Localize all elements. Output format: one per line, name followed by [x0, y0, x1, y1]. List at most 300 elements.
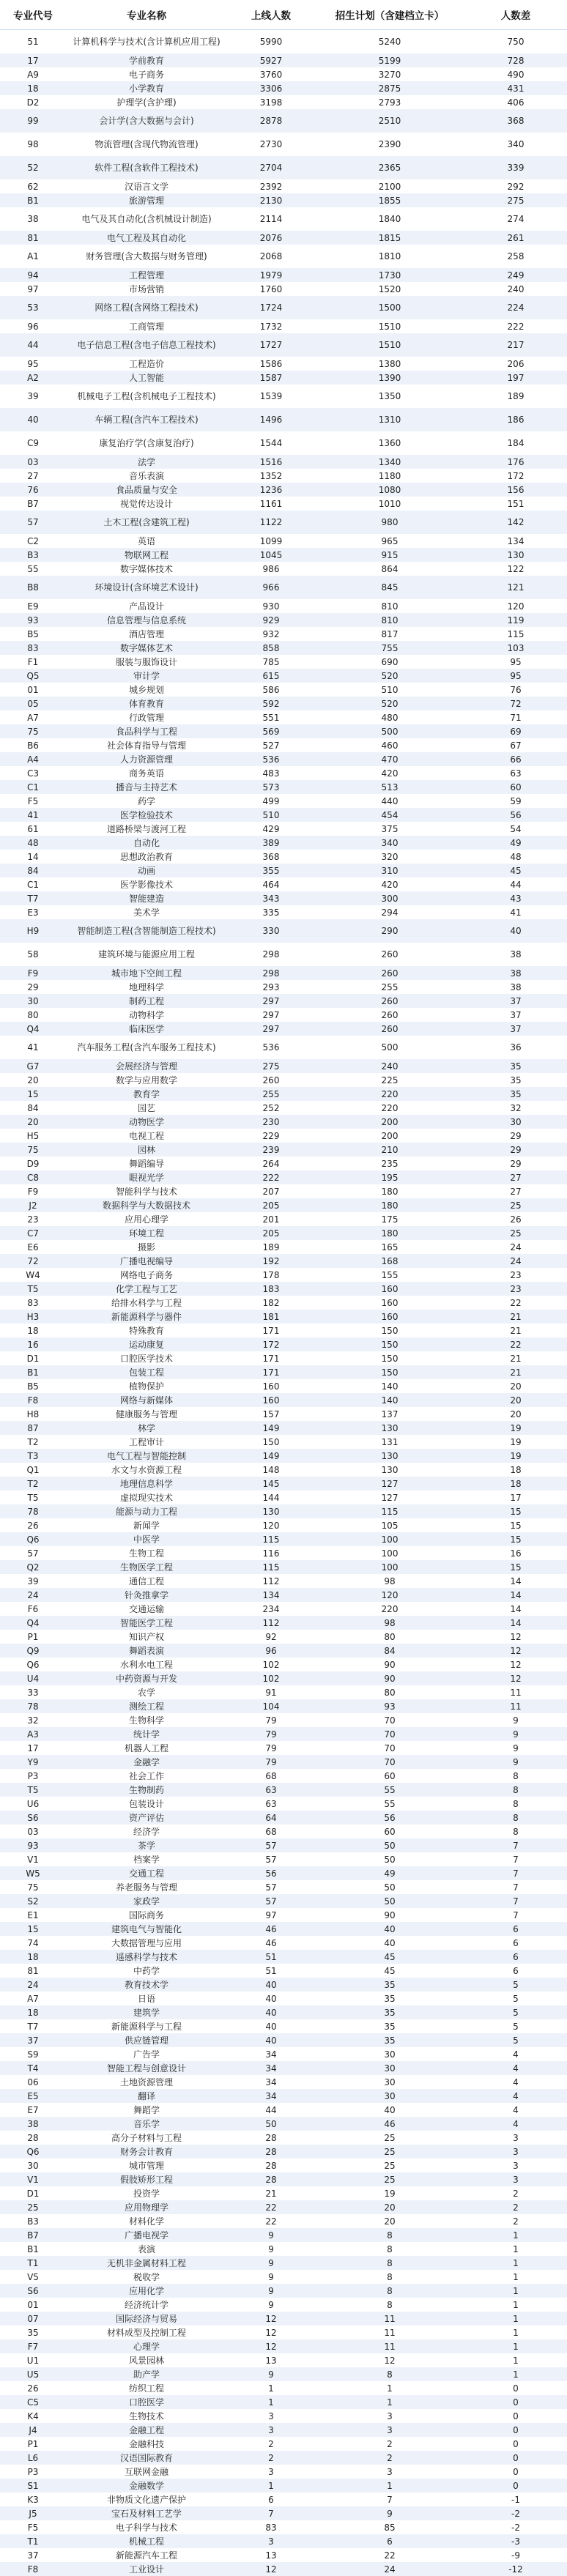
- cell-enrollment-plan: 25: [315, 2131, 464, 2145]
- cell-enrollment-plan: 50: [315, 1880, 464, 1894]
- cell-major-name: 表演: [66, 2242, 227, 2256]
- table-row: [0, 511, 567, 534]
- cell-major-name: 园林: [66, 1143, 227, 1157]
- cell-major-code: 03: [0, 455, 66, 469]
- cell-enrollment-plan: 11: [315, 2326, 464, 2339]
- cell-qualified-count: 9: [227, 2242, 315, 2256]
- cell-major-code: T3: [0, 1449, 66, 1463]
- cell-enrollment-plan: 60: [315, 1825, 464, 1838]
- cell-major-name: 学前教育: [66, 53, 227, 67]
- cell-enrollment-plan: 2365: [315, 156, 464, 179]
- cell-major-name: 税收学: [66, 2270, 227, 2284]
- cell-qualified-count: 116: [227, 1546, 315, 1560]
- cell-major-name: 地理科学: [66, 980, 227, 994]
- cell-qualified-count: 9: [227, 2298, 315, 2312]
- cell-enrollment-plan: 440: [315, 794, 464, 808]
- cell-major-name: 应用化学: [66, 2284, 227, 2298]
- cell-difference: 23: [464, 1268, 567, 1282]
- table-row: [0, 109, 567, 133]
- cell-enrollment-plan: 8: [315, 2256, 464, 2270]
- cell-major-name: 舞蹈表演: [66, 1644, 227, 1658]
- cell-enrollment-plan: 100: [315, 1560, 464, 1574]
- cell-enrollment-plan: 168: [315, 1254, 464, 1268]
- cell-major-name: 茶学: [66, 1838, 227, 1852]
- cell-enrollment-plan: 35: [315, 1978, 464, 1992]
- cell-enrollment-plan: 35: [315, 2033, 464, 2047]
- cell-enrollment-plan: 180: [315, 1198, 464, 1212]
- cell-difference: 35: [464, 1087, 567, 1101]
- cell-difference: 45: [464, 864, 567, 877]
- cell-major-name: 生物科学: [66, 1713, 227, 1727]
- cell-difference: 103: [464, 641, 567, 655]
- table-row: [0, 2562, 567, 2576]
- table-row: [0, 296, 567, 319]
- table-row: [0, 2033, 567, 2047]
- cell-enrollment-plan: 50: [315, 1894, 464, 1908]
- cell-major-name: 思想政治教育: [66, 850, 227, 864]
- cell-enrollment-plan: 90: [315, 1908, 464, 1922]
- cell-enrollment-plan: 980: [315, 511, 464, 534]
- table-row: [0, 655, 567, 669]
- cell-major-name: 审计学: [66, 669, 227, 683]
- cell-major-name: 能源与动力工程: [66, 1504, 227, 1518]
- cell-enrollment-plan: 127: [315, 1477, 464, 1491]
- cell-major-name: 水利水电工程: [66, 1658, 227, 1671]
- cell-difference: 12: [464, 1644, 567, 1658]
- cell-enrollment-plan: 1500: [315, 296, 464, 319]
- cell-qualified-count: 858: [227, 641, 315, 655]
- cell-major-name: 口腔医学技术: [66, 1351, 227, 1365]
- cell-qualified-count: 112: [227, 1616, 315, 1630]
- cell-enrollment-plan: 8: [315, 2228, 464, 2242]
- cell-major-name: 制药工程: [66, 994, 227, 1008]
- cell-qualified-count: 2730: [227, 133, 315, 156]
- cell-qualified-count: 46: [227, 1936, 315, 1950]
- cell-major-name: 软件工程(含软件工程技术): [66, 156, 227, 179]
- cell-major-code: Q4: [0, 1616, 66, 1630]
- cell-enrollment-plan: 375: [315, 822, 464, 836]
- cell-enrollment-plan: 150: [315, 1324, 464, 1337]
- table-row: [0, 1036, 567, 1059]
- cell-qualified-count: 1045: [227, 548, 315, 562]
- cell-enrollment-plan: 127: [315, 1491, 464, 1504]
- cell-major-code: Q6: [0, 2145, 66, 2159]
- cell-major-code: C5: [0, 2395, 66, 2409]
- cell-major-code: E3: [0, 905, 66, 919]
- table-row: [0, 1449, 567, 1463]
- table-row: [0, 156, 567, 179]
- table-row: [0, 1908, 567, 1922]
- cell-qualified-count: 22: [227, 2214, 315, 2228]
- cell-qualified-count: 6: [227, 2493, 315, 2506]
- cell-major-code: 97: [0, 282, 66, 296]
- cell-difference: 25: [464, 1226, 567, 1240]
- table-row: [0, 1310, 567, 1324]
- cell-major-name: 物联网工程: [66, 548, 227, 562]
- cell-enrollment-plan: 755: [315, 641, 464, 655]
- cell-major-code: 28: [0, 2131, 66, 2145]
- cell-enrollment-plan: 513: [315, 780, 464, 794]
- cell-enrollment-plan: 98: [315, 1616, 464, 1630]
- cell-qualified-count: 104: [227, 1699, 315, 1713]
- cell-major-code: S6: [0, 1811, 66, 1825]
- table-row: [0, 548, 567, 562]
- cell-major-name: 大数据管理与应用: [66, 1936, 227, 1950]
- table-row: [0, 2131, 567, 2145]
- header-major-code: 专业代号: [0, 0, 66, 30]
- cell-enrollment-plan: 80: [315, 1630, 464, 1644]
- cell-major-name: 社会体育指导与管理: [66, 738, 227, 752]
- cell-difference: 6: [464, 1964, 567, 1978]
- cell-major-code: T7: [0, 2019, 66, 2033]
- cell-qualified-count: 3760: [227, 67, 315, 81]
- cell-major-name: 临床医学: [66, 1022, 227, 1036]
- cell-enrollment-plan: 56: [315, 1811, 464, 1825]
- cell-major-name: 建筑电气与智能化: [66, 1922, 227, 1936]
- cell-major-code: 40: [0, 408, 66, 431]
- cell-major-name: 社会工作: [66, 1769, 227, 1783]
- cell-major-code: J4: [0, 2423, 66, 2437]
- cell-enrollment-plan: 690: [315, 655, 464, 669]
- cell-major-name: 网络工程(含网络工程技术): [66, 296, 227, 319]
- cell-major-code: T1: [0, 2534, 66, 2548]
- cell-difference: 44: [464, 877, 567, 891]
- cell-major-code: 33: [0, 1685, 66, 1699]
- cell-qualified-count: 57: [227, 1880, 315, 1894]
- cell-difference: 37: [464, 1022, 567, 1036]
- cell-enrollment-plan: 93: [315, 1699, 464, 1713]
- cell-difference: 14: [464, 1588, 567, 1602]
- cell-difference: -3: [464, 2534, 567, 2548]
- cell-major-code: E9: [0, 599, 66, 613]
- cell-qualified-count: 2878: [227, 109, 315, 133]
- header-difference: 人数差: [464, 0, 567, 30]
- cell-qualified-count: 63: [227, 1797, 315, 1811]
- cell-enrollment-plan: 420: [315, 766, 464, 780]
- table-row: [0, 1143, 567, 1157]
- cell-major-name: 中医学: [66, 1532, 227, 1546]
- cell-enrollment-plan: 1350: [315, 385, 464, 408]
- cell-enrollment-plan: 1390: [315, 371, 464, 385]
- cell-qualified-count: 50: [227, 2117, 315, 2131]
- cell-qualified-count: 429: [227, 822, 315, 836]
- cell-major-name: 财务会计教育: [66, 2145, 227, 2159]
- cell-major-name: 舞蹈学: [66, 2103, 227, 2117]
- cell-difference: 4: [464, 2117, 567, 2131]
- table-row: [0, 683, 567, 697]
- cell-qualified-count: 255: [227, 1087, 315, 1101]
- cell-difference: 5: [464, 2033, 567, 2047]
- table-row: [0, 2075, 567, 2089]
- cell-major-name: 心理学: [66, 2339, 227, 2353]
- table-row: [0, 408, 567, 431]
- cell-difference: 0: [464, 2381, 567, 2395]
- cell-difference: 206: [464, 357, 567, 371]
- cell-difference: 0: [464, 2437, 567, 2451]
- table-row: [0, 1115, 567, 1129]
- cell-enrollment-plan: 2100: [315, 179, 464, 193]
- cell-major-code: 51: [0, 30, 66, 54]
- cell-major-name: 遥感科学与技术: [66, 1950, 227, 1964]
- table-row: [0, 641, 567, 655]
- cell-major-name: 测绘工程: [66, 1699, 227, 1713]
- cell-major-code: B5: [0, 627, 66, 641]
- cell-qualified-count: 34: [227, 2061, 315, 2075]
- cell-qualified-count: 1544: [227, 431, 315, 455]
- cell-major-name: 食品科学与工程: [66, 724, 227, 738]
- cell-qualified-count: 1516: [227, 455, 315, 469]
- cell-qualified-count: 64: [227, 1811, 315, 1825]
- cell-enrollment-plan: 260: [315, 943, 464, 966]
- cell-enrollment-plan: 85: [315, 2520, 464, 2534]
- cell-enrollment-plan: 240: [315, 1059, 464, 1073]
- cell-major-name: 高分子材料与工程: [66, 2131, 227, 2145]
- cell-major-code: A7: [0, 710, 66, 724]
- cell-major-code: 32: [0, 1713, 66, 1727]
- table-row: [0, 1825, 567, 1838]
- table-row: [0, 2159, 567, 2172]
- table-row: [0, 2284, 567, 2298]
- cell-difference: 20: [464, 1379, 567, 1393]
- cell-difference: 7: [464, 1838, 567, 1852]
- cell-major-code: W4: [0, 1268, 66, 1282]
- cell-difference: 21: [464, 1310, 567, 1324]
- cell-qualified-count: 966: [227, 576, 315, 599]
- cell-difference: 11: [464, 1685, 567, 1699]
- cell-major-name: 广播电视编导: [66, 1254, 227, 1268]
- table-row: [0, 724, 567, 738]
- cell-enrollment-plan: 5199: [315, 53, 464, 67]
- cell-qualified-count: 13: [227, 2353, 315, 2367]
- table-row: [0, 697, 567, 710]
- cell-difference: 1: [464, 2367, 567, 2381]
- cell-difference: 8: [464, 1811, 567, 1825]
- cell-difference: 172: [464, 469, 567, 483]
- cell-major-name: 智能建造: [66, 891, 227, 905]
- cell-qualified-count: 3: [227, 2465, 315, 2479]
- cell-enrollment-plan: 294: [315, 905, 464, 919]
- cell-major-name: 行政管理: [66, 710, 227, 724]
- cell-major-code: S2: [0, 1894, 66, 1908]
- cell-qualified-count: 145: [227, 1477, 315, 1491]
- cell-enrollment-plan: 30: [315, 2047, 464, 2061]
- cell-difference: 240: [464, 282, 567, 296]
- cell-major-name: 网络电子商务: [66, 1268, 227, 1282]
- cell-difference: 41: [464, 905, 567, 919]
- cell-qualified-count: 28: [227, 2145, 315, 2159]
- cell-difference: 4: [464, 2047, 567, 2061]
- table-row: [0, 877, 567, 891]
- cell-difference: 119: [464, 613, 567, 627]
- cell-qualified-count: 51: [227, 1950, 315, 1964]
- cell-difference: 24: [464, 1254, 567, 1268]
- cell-major-name: 电气工程与智能控制: [66, 1449, 227, 1463]
- table-row: [0, 1783, 567, 1797]
- cell-major-code: U5: [0, 2367, 66, 2381]
- cell-difference: 29: [464, 1129, 567, 1143]
- cell-major-code: D9: [0, 1157, 66, 1170]
- cell-difference: 15: [464, 1504, 567, 1518]
- cell-major-name: 材料成型及控制工程: [66, 2326, 227, 2339]
- cell-enrollment-plan: 25: [315, 2172, 464, 2186]
- cell-difference: 35: [464, 1073, 567, 1087]
- cell-enrollment-plan: 260: [315, 994, 464, 1008]
- cell-difference: 22: [464, 1337, 567, 1351]
- cell-enrollment-plan: 520: [315, 669, 464, 683]
- cell-major-code: 30: [0, 2159, 66, 2172]
- cell-qualified-count: 483: [227, 766, 315, 780]
- cell-major-name: 工程造价: [66, 357, 227, 371]
- cell-major-code: 38: [0, 2117, 66, 2131]
- cell-enrollment-plan: 810: [315, 599, 464, 613]
- cell-qualified-count: 330: [227, 919, 315, 943]
- cell-major-code: 30: [0, 994, 66, 1008]
- table-row: [0, 1964, 567, 1978]
- table-row: [0, 1463, 567, 1477]
- cell-enrollment-plan: 130: [315, 1421, 464, 1435]
- cell-major-code: 18: [0, 1324, 66, 1337]
- table-row: [0, 1950, 567, 1964]
- cell-qualified-count: 115: [227, 1560, 315, 1574]
- cell-enrollment-plan: 35: [315, 2019, 464, 2033]
- cell-major-code: 96: [0, 319, 66, 333]
- cell-major-name: 美术学: [66, 905, 227, 919]
- cell-enrollment-plan: 210: [315, 1143, 464, 1157]
- cell-qualified-count: 3: [227, 2409, 315, 2423]
- cell-major-code: P1: [0, 1630, 66, 1644]
- cell-difference: 292: [464, 179, 567, 193]
- cell-major-name: 电视工程: [66, 1129, 227, 1143]
- cell-major-name: 建筑环境与能源应用工程: [66, 943, 227, 966]
- cell-difference: 69: [464, 724, 567, 738]
- cell-enrollment-plan: 3: [315, 2409, 464, 2423]
- cell-difference: 258: [464, 245, 567, 268]
- cell-qualified-count: 79: [227, 1741, 315, 1755]
- cell-enrollment-plan: 817: [315, 627, 464, 641]
- cell-qualified-count: 2704: [227, 156, 315, 179]
- cell-enrollment-plan: 115: [315, 1504, 464, 1518]
- cell-major-code: W5: [0, 1866, 66, 1880]
- table-row: [0, 1671, 567, 1685]
- cell-major-code: B3: [0, 548, 66, 562]
- table-row: [0, 1797, 567, 1811]
- cell-difference: 1: [464, 2312, 567, 2326]
- cell-qualified-count: 239: [227, 1143, 315, 1157]
- cell-major-name: 植物保护: [66, 1379, 227, 1393]
- cell-major-code: Q6: [0, 1658, 66, 1671]
- table-row: [0, 2395, 567, 2409]
- cell-major-name: 林学: [66, 1421, 227, 1435]
- cell-major-name: 医学影像技术: [66, 877, 227, 891]
- table-row: [0, 2381, 567, 2395]
- cell-enrollment-plan: 2510: [315, 109, 464, 133]
- cell-difference: 59: [464, 794, 567, 808]
- cell-enrollment-plan: 500: [315, 1036, 464, 1059]
- cell-enrollment-plan: 2: [315, 2437, 464, 2451]
- table-row: [0, 994, 567, 1008]
- table-row: [0, 1240, 567, 1254]
- cell-enrollment-plan: 1080: [315, 483, 464, 497]
- cell-major-name: 人工智能: [66, 371, 227, 385]
- cell-difference: 22: [464, 1296, 567, 1310]
- cell-major-name: 国际商务: [66, 1908, 227, 1922]
- cell-enrollment-plan: 19: [315, 2186, 464, 2200]
- table-row: [0, 81, 567, 95]
- cell-qualified-count: 63: [227, 1783, 315, 1797]
- cell-major-name: 金融科技: [66, 2437, 227, 2451]
- header-row: [0, 0, 567, 30]
- table-row: [0, 1936, 567, 1950]
- cell-major-code: L6: [0, 2451, 66, 2465]
- cell-enrollment-plan: 24: [315, 2562, 464, 2576]
- cell-difference: 24: [464, 1240, 567, 1254]
- cell-enrollment-plan: 40: [315, 1922, 464, 1936]
- cell-major-name: 数学与应用数学: [66, 1073, 227, 1087]
- table-row: [0, 562, 567, 576]
- cell-major-code: B1: [0, 2242, 66, 2256]
- cell-major-name: 动物医学: [66, 1115, 227, 1129]
- cell-major-name: 地理信息科学: [66, 1477, 227, 1491]
- cell-major-code: 01: [0, 2298, 66, 2312]
- cell-qualified-count: 160: [227, 1393, 315, 1407]
- table-row: [0, 333, 567, 357]
- cell-major-name: 交通运输: [66, 1602, 227, 1616]
- cell-major-code: 98: [0, 133, 66, 156]
- table-row: [0, 2451, 567, 2465]
- cell-qualified-count: 9: [227, 2284, 315, 2298]
- cell-difference: 30: [464, 1115, 567, 1129]
- cell-major-code: D1: [0, 1351, 66, 1365]
- cell-qualified-count: 79: [227, 1755, 315, 1769]
- cell-qualified-count: 150: [227, 1435, 315, 1449]
- cell-enrollment-plan: 220: [315, 1101, 464, 1115]
- cell-enrollment-plan: 50: [315, 1852, 464, 1866]
- cell-major-code: T4: [0, 2061, 66, 2075]
- cell-major-name: 法学: [66, 455, 227, 469]
- cell-major-code: 01: [0, 683, 66, 697]
- cell-qualified-count: 34: [227, 2075, 315, 2089]
- cell-qualified-count: 1: [227, 2395, 315, 2409]
- table-row: [0, 2506, 567, 2520]
- cell-difference: 25: [464, 1198, 567, 1212]
- cell-major-code: 37: [0, 2548, 66, 2562]
- cell-enrollment-plan: 25: [315, 2145, 464, 2159]
- table-row: [0, 1421, 567, 1435]
- cell-difference: 406: [464, 95, 567, 109]
- cell-enrollment-plan: 30: [315, 2061, 464, 2075]
- cell-qualified-count: 9: [227, 2256, 315, 2270]
- cell-major-code: 03: [0, 1825, 66, 1838]
- cell-difference: 184: [464, 431, 567, 455]
- cell-major-code: 39: [0, 385, 66, 408]
- table-row: [0, 2298, 567, 2312]
- cell-difference: 32: [464, 1101, 567, 1115]
- cell-major-name: 汉语国际教育: [66, 2451, 227, 2465]
- cell-difference: 9: [464, 1755, 567, 1769]
- table-row: [0, 1435, 567, 1449]
- cell-difference: 27: [464, 1184, 567, 1198]
- cell-difference: 8: [464, 1797, 567, 1811]
- cell-major-code: 76: [0, 483, 66, 497]
- cell-qualified-count: 79: [227, 1727, 315, 1741]
- cell-difference: 72: [464, 697, 567, 710]
- cell-major-code: 15: [0, 1087, 66, 1101]
- cell-enrollment-plan: 3: [315, 2423, 464, 2437]
- cell-difference: 2: [464, 2186, 567, 2200]
- cell-major-name: 网络与新媒体: [66, 1393, 227, 1407]
- cell-major-name: 自动化: [66, 836, 227, 850]
- cell-major-code: E5: [0, 2089, 66, 2103]
